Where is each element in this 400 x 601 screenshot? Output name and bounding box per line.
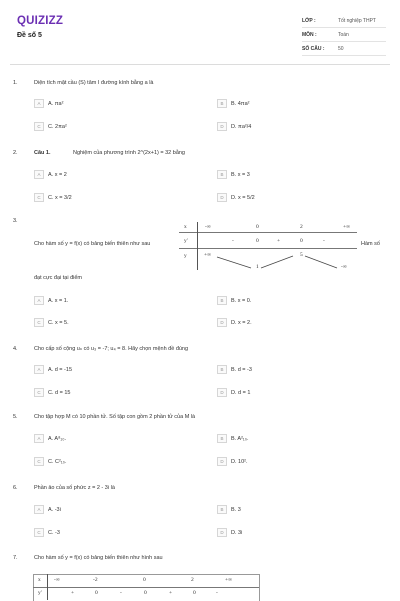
question-number: 4. [13, 346, 18, 352]
option-text: D. 10². [231, 458, 248, 465]
option-text: C. x = 5. [48, 319, 69, 326]
option-c[interactable] [34, 457, 67, 466]
question-1 [13, 80, 387, 140]
x-value: +∞ [343, 224, 351, 230]
x-row-label: x [38, 577, 41, 583]
yprime-sign: 0 [95, 590, 98, 596]
yprime-sign: - [323, 238, 325, 244]
arrow-down [217, 257, 251, 268]
option-letter-box: D [217, 388, 227, 397]
quizizz-logo: QUIZIZZ [17, 15, 64, 27]
arrow-up [261, 256, 293, 268]
option-a[interactable] [34, 365, 72, 374]
option-b[interactable] [217, 170, 250, 179]
x-value: -∞ [205, 224, 211, 230]
meta-key: SỐ CÂU : [302, 45, 325, 52]
exam-meta [302, 14, 386, 56]
variation-arrows [197, 248, 357, 274]
option-text: D. d = 1 [231, 389, 251, 396]
yprime-sign: 0 [144, 590, 147, 596]
meta-row-subject [302, 28, 386, 42]
option-letter-box: A [34, 434, 44, 443]
yprime-sign: + [169, 590, 173, 596]
option-text: D. x = 5/2 [231, 194, 255, 201]
question-text-continued: đạt cực đại tại điểm [34, 275, 83, 281]
arrow-down [305, 256, 337, 268]
question-6 [13, 485, 387, 545]
option-d[interactable] [217, 193, 255, 202]
x-value: 0 [143, 577, 146, 583]
option-text: B. A²₁₀. [231, 435, 249, 442]
question-7 [13, 555, 387, 600]
x-value: 0 [256, 224, 259, 230]
option-text: D. 3i [231, 529, 243, 536]
option-text: B. x = 0. [231, 297, 252, 304]
option-a[interactable] [34, 170, 67, 179]
option-letter-box: A [34, 505, 44, 514]
option-d[interactable] [217, 528, 242, 537]
option-a[interactable] [34, 99, 63, 108]
exam-title: Đề số 5 [17, 32, 42, 39]
question-2 [13, 150, 387, 210]
yprime-row-label: y' [38, 590, 42, 596]
x-value: -2 [93, 577, 98, 583]
option-text: B. d = -3 [231, 366, 252, 373]
option-c[interactable] [34, 193, 72, 202]
option-c[interactable] [34, 318, 69, 327]
option-letter-box: D [217, 528, 227, 537]
option-letter-box: C [34, 318, 44, 327]
yprime-row-label: y' [184, 238, 188, 244]
x-value: 2 [191, 577, 194, 583]
option-a[interactable] [34, 296, 68, 305]
option-letter-box: D [217, 318, 227, 327]
option-text: C. 2πa² [48, 123, 67, 130]
option-text: A. A⁸₁₀. [48, 435, 67, 442]
option-text: D. x = 2. [231, 319, 252, 326]
question-text: Nghiệm của phương trình 2^(2x+1) = 32 bằng [73, 150, 185, 156]
meta-key: MÔN : [302, 31, 317, 38]
option-letter-box: C [34, 528, 44, 537]
option-a[interactable] [34, 434, 66, 443]
meta-value: Tốt nghiệp THPT [338, 17, 376, 24]
header-divider [10, 64, 390, 65]
y-value: 1 [256, 264, 259, 270]
meta-row-class [302, 14, 386, 28]
option-d[interactable] [217, 122, 251, 131]
question-3 [13, 218, 387, 333]
question-text: Phần ảo của số phức z = 2 - 3i là [34, 485, 115, 491]
meta-value: Toán [338, 31, 349, 38]
question-5 [13, 414, 387, 474]
yprime-sign: + [277, 238, 281, 244]
yprime-sign: - [120, 590, 122, 596]
option-text: C. -3 [48, 529, 60, 536]
question-text: Diện tích mặt cầu (S) tâm I đường kính bằng a là [34, 80, 154, 86]
table-row-divider [179, 232, 357, 233]
yprime-sign: 0 [256, 238, 259, 244]
question-number: 1. [13, 80, 18, 86]
option-text: A. x = 1. [48, 297, 69, 304]
option-text: C. d = 15 [48, 389, 71, 396]
meta-value: 50 [338, 45, 344, 52]
yprime-sign: 0 [193, 590, 196, 596]
option-text: A. x = 2 [48, 171, 67, 178]
option-text: B. 3 [231, 506, 241, 513]
option-text: A. -3i [48, 506, 61, 513]
option-letter-box: B [217, 365, 227, 374]
meta-key: LỚP : [302, 17, 316, 24]
option-b[interactable] [217, 99, 249, 108]
question-text: Cho cấp số cộng uₙ có u₃ = -7; u₄ = 8. Hãy chọn mệnh đề đúng [34, 346, 189, 352]
meta-row-count [302, 42, 386, 56]
y-value: -∞ [341, 264, 347, 270]
option-letter-box: C [34, 193, 44, 202]
option-c[interactable] [34, 388, 70, 397]
option-b[interactable] [217, 296, 251, 305]
x-value: +∞ [225, 577, 233, 583]
option-text: C. x = 3/2 [48, 194, 72, 201]
question-number: 6. [13, 485, 18, 491]
option-text: B. x = 3 [231, 171, 250, 178]
y-value: +∞ [204, 252, 212, 258]
option-d[interactable] [217, 318, 252, 327]
question-number: 5. [13, 414, 18, 420]
option-a[interactable] [34, 505, 61, 514]
question-text: Cho hàm số y = f(x) có bảng biến thiên như sau [34, 241, 151, 247]
option-text: A. πa² [48, 100, 64, 107]
option-text: A. d = -15 [48, 366, 73, 373]
question-text-right: Hàm số [361, 241, 380, 247]
option-letter-box: A [34, 170, 44, 179]
yprime-sign: + [71, 590, 75, 596]
x-row-label: x [184, 224, 187, 230]
question-prefix: Câu 1. [34, 150, 51, 156]
yprime-sign: - [232, 238, 234, 244]
yprime-sign: - [216, 590, 218, 596]
option-letter-box: B [217, 434, 227, 443]
table-column-divider [47, 574, 48, 600]
yprime-sign: 0 [300, 238, 303, 244]
option-text: D. πa²/4 [231, 123, 252, 130]
option-letter-box: B [217, 505, 227, 514]
option-letter-box: A [34, 296, 44, 305]
option-letter-box: C [34, 388, 44, 397]
question-text: Cho tập hợp M có 10 phần tử. Số tập con gồm 2 phần tử của M là [34, 414, 196, 420]
option-b[interactable] [217, 505, 241, 514]
option-d[interactable] [217, 457, 248, 466]
option-b[interactable] [217, 365, 252, 374]
option-letter-box: B [217, 296, 227, 305]
option-letter-box: C [34, 122, 44, 131]
option-c[interactable] [34, 122, 67, 131]
option-letter-box: D [217, 122, 227, 131]
question-number: 3. [13, 218, 18, 224]
table-row-divider [33, 587, 259, 588]
option-letter-box: A [34, 365, 44, 374]
option-letter-box: B [217, 99, 227, 108]
option-letter-box: D [217, 457, 227, 466]
option-letter-box: B [217, 170, 227, 179]
x-value: -∞ [54, 577, 60, 583]
option-text: C. C²₁₀. [48, 458, 67, 465]
y-row-label: y [184, 253, 187, 259]
option-c[interactable] [34, 528, 60, 537]
question-text: Cho hàm số y = f(x) có bảng biến thiên như hình sau [34, 555, 163, 561]
x-value: 2 [300, 224, 303, 230]
option-letter-box: C [34, 457, 44, 466]
option-letter-box: D [217, 193, 227, 202]
option-text: B. 4πa² [231, 100, 250, 107]
question-4 [13, 346, 387, 406]
y-value: 5 [300, 252, 303, 258]
question-number: 7. [13, 555, 18, 561]
question-number: 2. [13, 150, 18, 156]
option-letter-box: A [34, 99, 44, 108]
option-b[interactable] [217, 434, 249, 443]
option-d[interactable] [217, 388, 250, 397]
